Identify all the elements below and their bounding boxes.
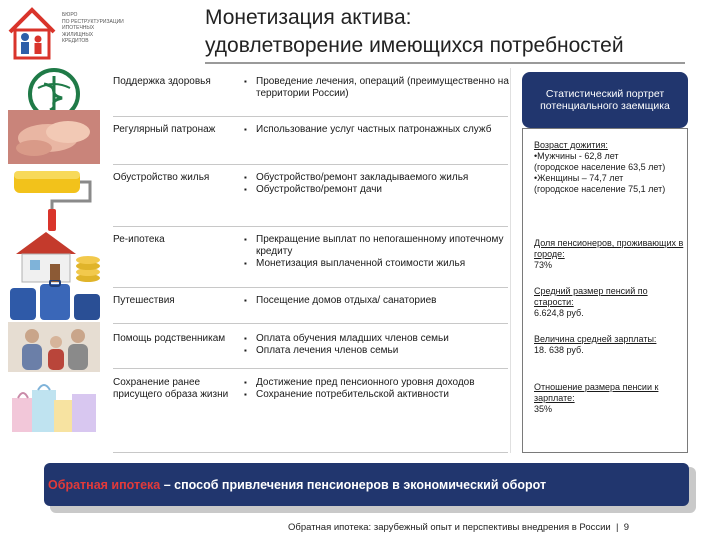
- row-items-lifestyle: [244, 377, 509, 401]
- row-items-relatives: [244, 333, 509, 357]
- stat-urban-share: [534, 238, 684, 271]
- list-item: ▪ Достижение пред пенсионного уровня доходов: [244, 377, 509, 389]
- row-items-housing: [244, 172, 509, 196]
- list-item: ▪ Проведение лечения, операций (преимущественно на территории России): [244, 76, 509, 100]
- row-divider: [113, 116, 508, 117]
- logo-text: БЮРО ПО РЕСТРУКТУРИЗАЦИИ ИПОТЕЧНЫХ ЖИЛИЩНЫХ КРЕДИТОВ: [62, 12, 124, 44]
- paint-roller-icon: [4, 165, 104, 235]
- list-item: ▪ Посещение домов отдыха/ санаториев: [244, 295, 509, 307]
- stat-average-pension: [534, 286, 684, 319]
- stat-value: 35%: [534, 404, 553, 414]
- list-item: ▪ Прекращение выплат по непогашенному ипотечному кредиту: [244, 234, 509, 258]
- house-logo-icon: [6, 6, 58, 62]
- banner-highlight: Обратная ипотека: [48, 477, 161, 492]
- stat-value: •Женщины – 74,7 лет: [534, 173, 624, 183]
- list-item: ▪ Использование услуг частных патронажных служб: [244, 124, 509, 136]
- category-relatives: Помощь родственникам: [113, 333, 226, 344]
- stat-label: Возраст дожития:: [534, 140, 608, 150]
- list-item: ▪ Оплата обучения младших членов семьи: [244, 333, 509, 345]
- stat-value: 18. 638 руб.: [534, 345, 584, 355]
- stat-average-salary: [534, 334, 684, 356]
- title-line-2: удовлетворение имеющихся потребностей: [205, 34, 624, 57]
- row-divider: [113, 164, 508, 165]
- list-item: ▪ Обустройство/ремонт закладываемого жилья: [244, 172, 509, 184]
- row-divider: [113, 368, 508, 369]
- stats-panel-title: Статистический портрет потенциального заемщика: [522, 72, 688, 128]
- stat-pension-ratio: [534, 382, 684, 415]
- luggage-icon: [4, 280, 104, 324]
- stat-value: (городское население 63,5 лет): [534, 162, 666, 172]
- house-coins-icon: [4, 226, 104, 288]
- family-photo-icon: [4, 322, 104, 372]
- stat-label: Отношение размера пенсии к зарплате:: [534, 382, 659, 403]
- category-re-mortgage: Ре-ипотека: [113, 234, 165, 245]
- list-item: ▪ Оплата лечения членов семьи: [244, 345, 509, 357]
- title-line-1: Монетизация актива:: [205, 6, 412, 29]
- row-items-health: [244, 76, 509, 100]
- category-lifestyle: Сохранение ранее присущего образа жизни: [113, 377, 229, 400]
- category-travel: Путешествия: [113, 295, 175, 306]
- stat-label: Величина средней зарплаты:: [534, 334, 657, 344]
- stat-value: 6.624,8 руб.: [534, 308, 584, 318]
- title-underline: [205, 62, 685, 64]
- row-items-patronage: [244, 124, 509, 136]
- row-items-travel: [244, 295, 509, 307]
- category-housing: Обустройство жилья: [113, 172, 210, 183]
- stat-value: 73%: [534, 260, 553, 270]
- list-item: ▪ Сохранение потребительской активности: [244, 389, 509, 401]
- caring-hands-icon: [4, 108, 104, 166]
- gift-bags-icon: [4, 372, 104, 442]
- stat-label: Средний размер пенсий по старости:: [534, 286, 648, 307]
- list-item: ▪ Обустройство/ремонт дачи: [244, 184, 509, 196]
- row-divider: [113, 226, 508, 227]
- row-divider: [113, 287, 508, 288]
- row-divider: [113, 323, 508, 324]
- summary-banner: [44, 463, 689, 506]
- category-health: Поддержка здоровья: [113, 76, 211, 87]
- company-logo: [6, 6, 126, 64]
- footer-caption: Обратная ипотека: зарубежный опыт и перспективы внедрения в России | 9: [288, 522, 630, 533]
- stat-label: Доля пенсионеров, проживающих в городе:: [534, 238, 684, 259]
- row-divider: [113, 452, 508, 453]
- category-patronage: Регулярный патронаж: [113, 124, 216, 135]
- banner-text: – способ привлечения пенсионеров в экономический оборот: [160, 477, 547, 492]
- stat-life-expectancy: [534, 140, 684, 195]
- stat-value: (городское население 75,1 лет): [534, 184, 666, 194]
- stat-value: •Мужчины - 62,8 лет: [534, 151, 619, 161]
- column-divider: [510, 68, 511, 453]
- row-items-re-mortgage: [244, 234, 509, 270]
- list-item: ▪ Монетизация выплаченной стоимости жилья: [244, 258, 509, 270]
- page-title: [205, 4, 624, 60]
